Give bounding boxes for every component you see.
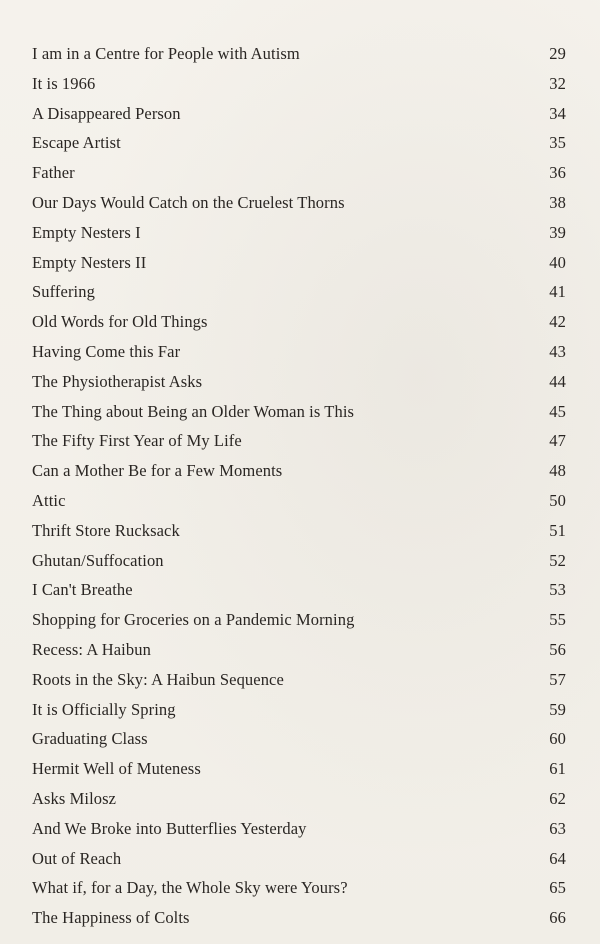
entry-title: Asks Milosz — [32, 788, 117, 808]
entry-title: Graduating Class — [32, 729, 148, 749]
toc-entry — [32, 188, 566, 218]
toc-entry — [32, 486, 566, 516]
entry-title: Suffering — [32, 282, 95, 302]
entry-page-number: 45 — [549, 401, 566, 421]
toc-entry — [32, 218, 566, 248]
toc-entry — [32, 695, 566, 725]
entry-page-number: 48 — [549, 461, 566, 481]
toc-entry — [32, 39, 566, 69]
toc-entry — [32, 814, 566, 844]
entry-page-number: 64 — [549, 848, 566, 868]
entry-title: Roots in the Sky: A Haibun Sequence — [32, 669, 284, 689]
entry-title: Escape Artist — [32, 133, 121, 153]
entry-page-number: 29 — [549, 44, 566, 63]
entry-page-number: 66 — [549, 908, 566, 928]
entry-page-number: 55 — [549, 610, 566, 630]
toc-entry — [32, 903, 566, 933]
entry-page-number: 56 — [549, 639, 566, 659]
entry-page-number: 59 — [549, 699, 566, 719]
entry-page-number: 43 — [549, 341, 566, 361]
table-of-contents — [32, 39, 566, 933]
toc-entry — [32, 128, 566, 158]
entry-page-number: 65 — [549, 878, 566, 898]
entry-title: The Physiotherapist Asks — [32, 371, 203, 391]
toc-entry — [32, 784, 566, 814]
entry-page-number: 44 — [549, 371, 566, 391]
entry-page-number: 62 — [549, 788, 566, 808]
entry-title: A Disappeared Person — [32, 103, 181, 123]
entry-page-number: 51 — [549, 520, 566, 540]
entry-title: Hermit Well of Muteness — [32, 759, 201, 779]
entry-page-number: 42 — [549, 312, 566, 332]
toc-entry — [32, 307, 566, 337]
toc-entry — [32, 665, 566, 695]
entry-title: The Thing about Being an Older Woman is This — [32, 401, 355, 421]
entry-page-number: 40 — [549, 252, 566, 272]
entry-title: Our Days Would Catch on the Cruelest Thorns — [32, 192, 345, 212]
toc-entry — [32, 844, 566, 874]
entry-title: Empty Nesters I — [32, 222, 141, 242]
toc-entry — [32, 99, 566, 129]
entry-title: Having Come this Far — [32, 341, 181, 361]
toc-entry — [32, 367, 566, 397]
toc-entry — [32, 277, 566, 307]
entry-title: What if, for a Day, the Whole Sky were Yours? — [32, 878, 348, 898]
entry-title: Father — [32, 163, 75, 183]
entry-page-number: 32 — [549, 73, 566, 93]
entry-title: Attic — [32, 490, 66, 510]
entry-page-number: 47 — [549, 431, 566, 451]
toc-entry — [32, 69, 566, 99]
entry-page-number: 60 — [549, 729, 566, 749]
entry-title: It is 1966 — [32, 73, 96, 93]
toc-entry — [32, 337, 566, 367]
entry-title: Recess: A Haibun — [32, 639, 151, 659]
entry-page-number: 36 — [549, 163, 566, 183]
entry-page-number: 34 — [549, 103, 566, 123]
entry-page-number: 38 — [549, 192, 566, 212]
entry-page-number: 57 — [549, 669, 566, 689]
toc-entry — [32, 456, 566, 486]
entry-page-number: 50 — [549, 490, 566, 510]
toc-entry — [32, 754, 566, 784]
toc-entry — [32, 158, 566, 188]
entry-title: Out of Reach — [32, 848, 122, 868]
entry-title: Empty Nesters II — [32, 252, 147, 272]
toc-entry — [32, 575, 566, 605]
entry-title: Can a Mother Be for a Few Moments — [32, 461, 283, 481]
toc-entry — [32, 397, 566, 427]
entry-title: Thrift Store Rucksack — [32, 520, 180, 540]
toc-entry — [32, 546, 566, 576]
entry-title: And We Broke into Butterflies Yesterday — [32, 818, 307, 838]
entry-page-number: 41 — [549, 282, 566, 302]
toc-entry — [32, 516, 566, 546]
entry-title: It is Officially Spring — [32, 699, 176, 719]
entry-title: Shopping for Groceries on a Pandemic Morning — [32, 610, 355, 630]
toc-entry — [32, 873, 566, 903]
toc-entry — [32, 605, 566, 635]
toc-entry — [32, 426, 566, 456]
entry-page-number: 61 — [549, 759, 566, 779]
entry-page-number: 39 — [549, 222, 566, 242]
entry-title: I am in a Centre for People with Autism — [32, 44, 300, 63]
entry-page-number: 35 — [549, 133, 566, 153]
entry-title: I Can't Breathe — [32, 580, 133, 600]
toc-entry — [32, 248, 566, 278]
entry-page-number: 52 — [549, 550, 566, 570]
entry-page-number: 63 — [549, 818, 566, 838]
entry-title: Old Words for Old Things — [32, 312, 208, 332]
toc-entry — [32, 724, 566, 754]
entry-title: Ghutan/Suffocation — [32, 550, 164, 570]
entry-page-number: 53 — [549, 580, 566, 600]
entry-title: The Happiness of Colts — [32, 908, 190, 928]
entry-title: The Fifty First Year of My Life — [32, 431, 242, 451]
toc-entry — [32, 635, 566, 665]
